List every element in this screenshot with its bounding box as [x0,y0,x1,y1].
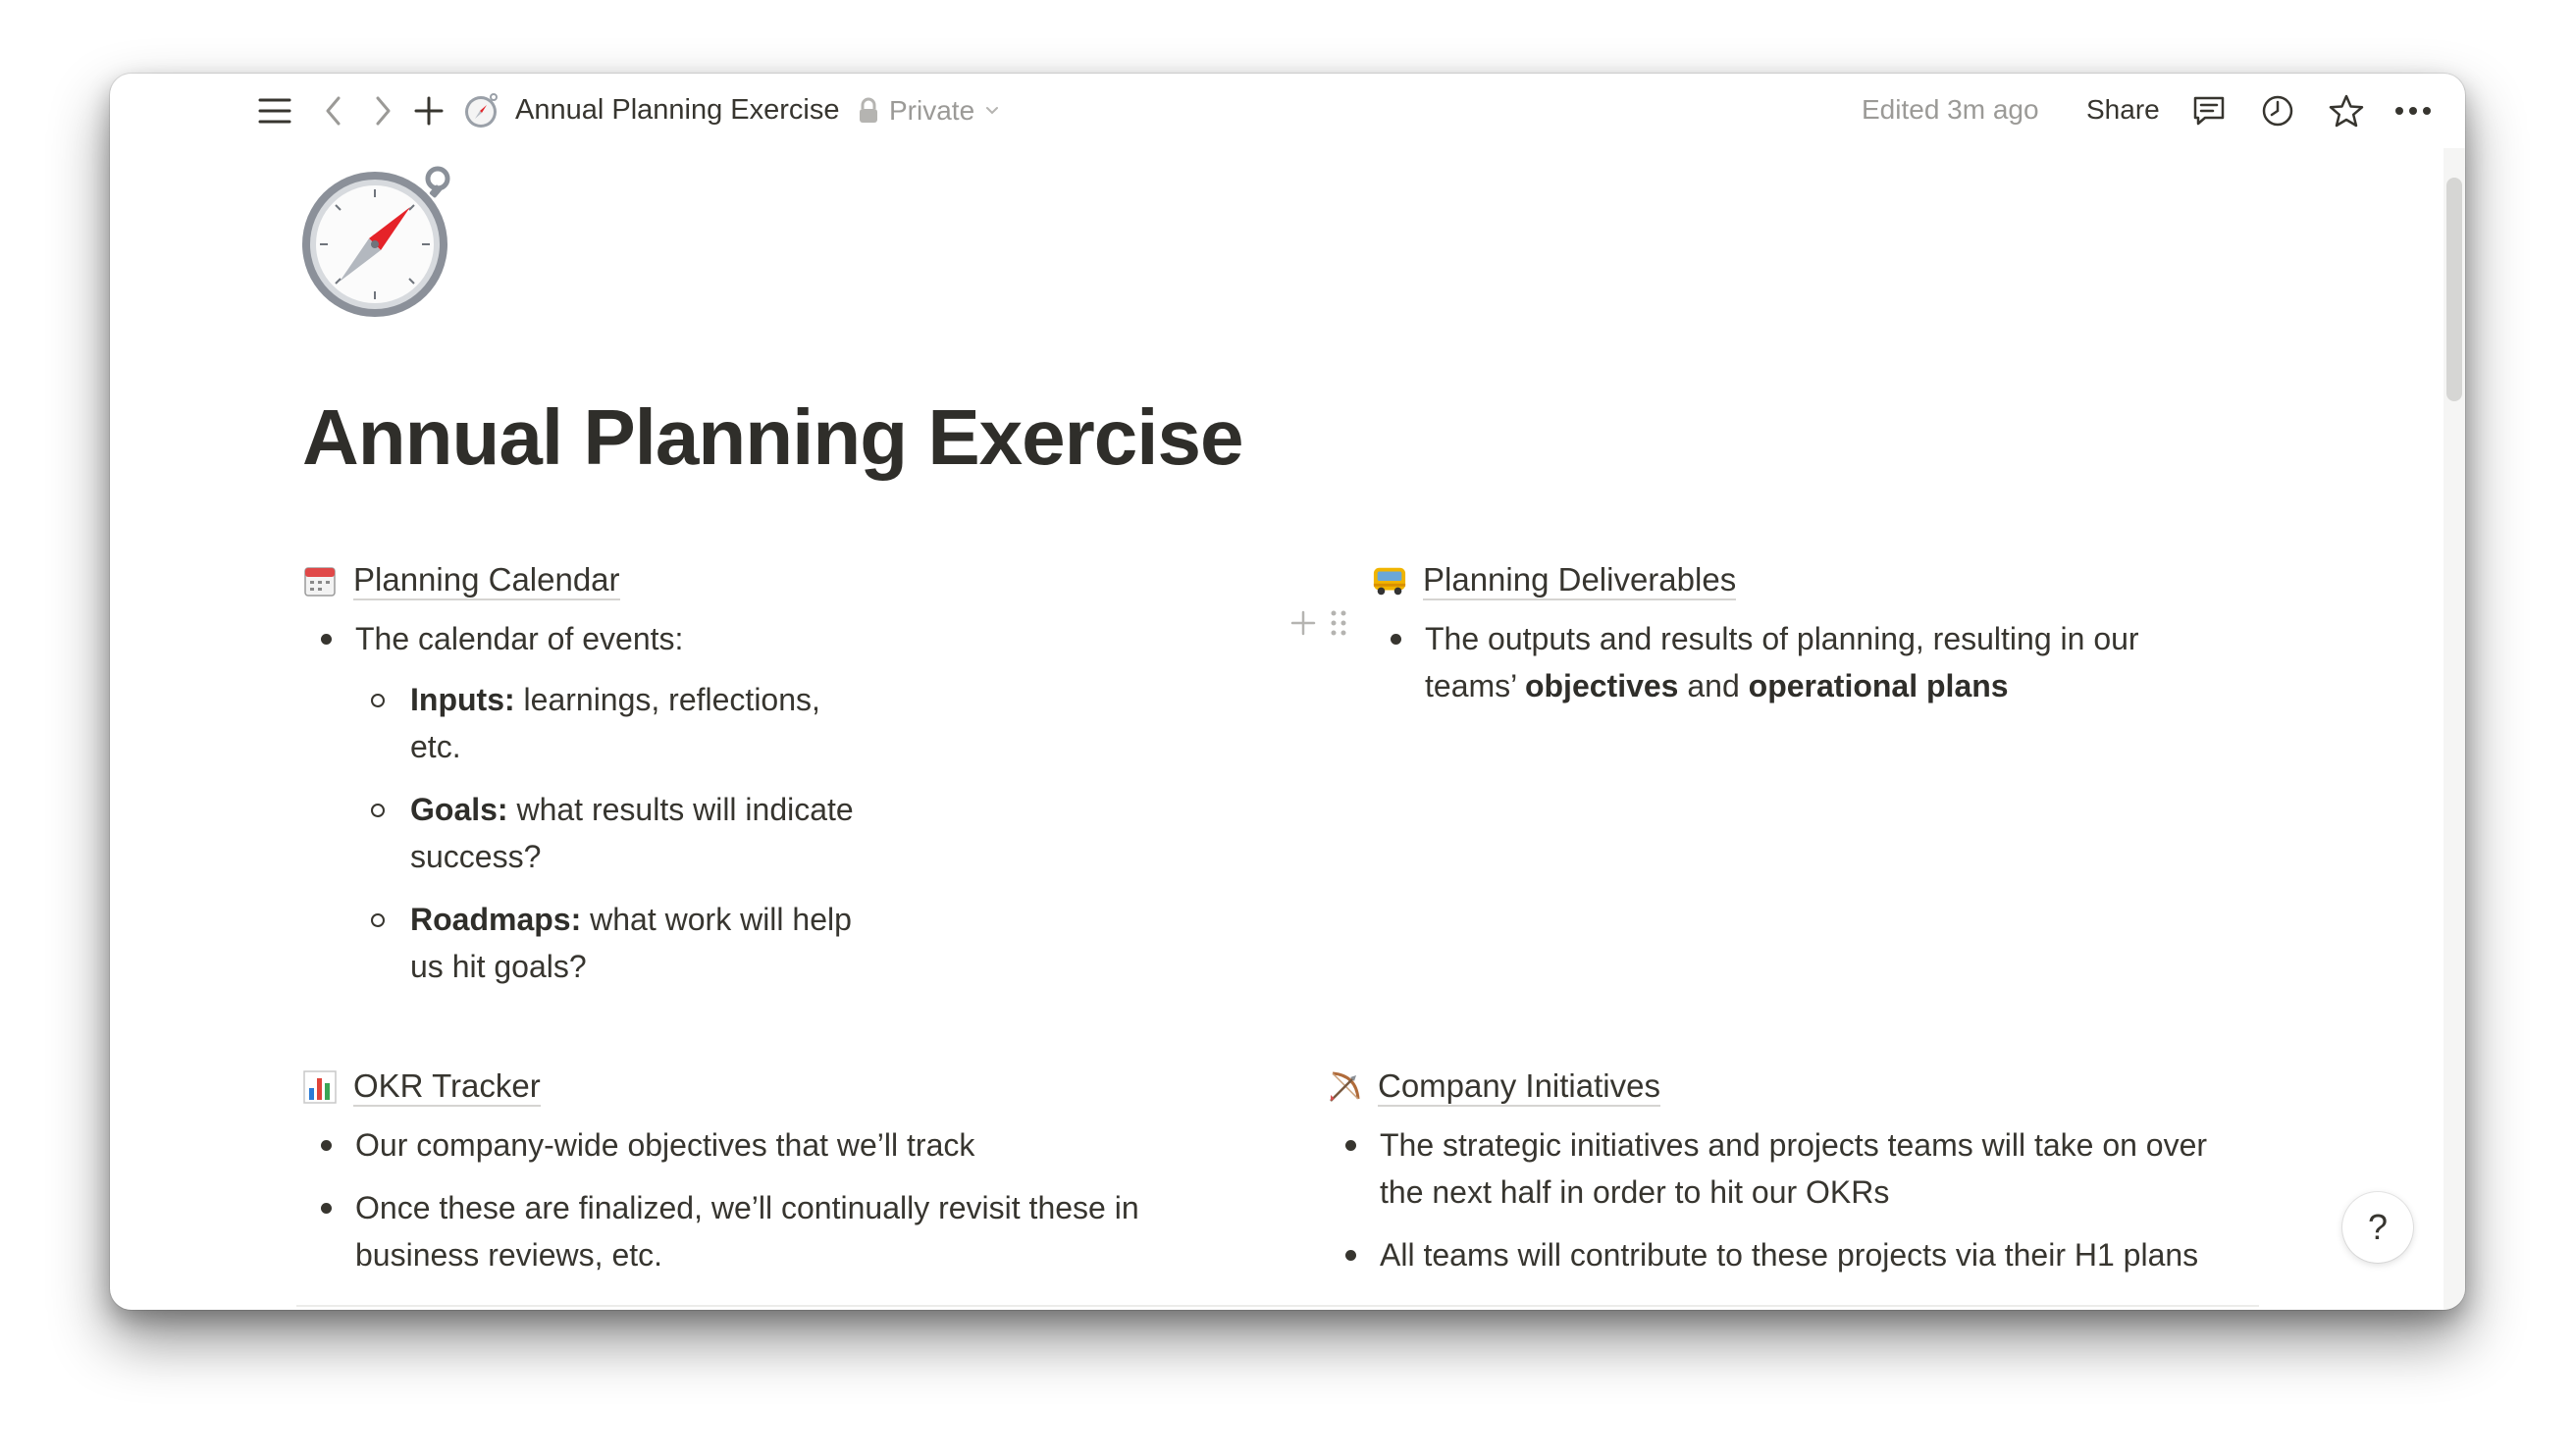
drag-handle-icon[interactable] [1330,609,1347,637]
sub-item-label: Inputs: [410,682,515,717]
bold-objectives: objectives [1524,668,1679,703]
planning-deliverables-block [1372,559,2334,709]
clock-icon[interactable] [2258,91,2297,130]
sub-item-label: Roadmaps: [410,902,582,937]
list-item-text: The outputs and results of planning, resulting in our [1425,621,2139,656]
bus-icon [1372,563,1407,598]
app-window [110,74,2465,1310]
sub-list-item[interactable] [355,896,930,990]
lock-icon [858,97,879,125]
scrollbar[interactable] [2444,148,2465,1310]
list-item[interactable] [1327,1231,2328,1278]
okr-tracker-heading[interactable] [302,1066,1284,1109]
add-block-icon[interactable] [1290,610,1316,636]
list-item-text: The calendar of events: [355,621,684,656]
privacy-dropdown[interactable] [858,91,1000,130]
planning-calendar-list [302,615,930,990]
company-initiatives-heading[interactable] [1327,1066,2328,1109]
planning-calendar-block [302,559,930,990]
okr-tracker-link[interactable]: OKR Tracker [353,1067,541,1107]
list-item-text: Our company-wide objectives that we’ll track [355,1127,975,1163]
page-title[interactable]: Annual Planning Exercise [302,393,1243,481]
sub-list-item[interactable] [355,676,930,770]
divider [296,1305,2259,1307]
list-item-text-cont: business reviews, etc. [355,1237,663,1273]
company-initiatives-link[interactable]: Company Initiatives [1378,1067,1660,1107]
breadcrumb-title[interactable]: Annual Planning Exercise [515,94,840,126]
sub-item-text: what results will indicate [507,792,854,827]
list-item-text-mid: and [1678,668,1749,703]
star-icon[interactable] [2327,91,2366,130]
company-initiatives-list [1327,1121,2328,1278]
sub-item-text-cont: etc. [410,729,461,764]
bow-and-arrow-icon [1327,1069,1362,1105]
plus-icon[interactable] [409,91,448,130]
list-item[interactable] [1327,1121,2328,1216]
back-icon[interactable] [314,91,353,130]
topbar [110,74,2465,148]
list-item[interactable] [302,1121,1284,1169]
planning-deliverables-heading[interactable] [1372,559,2334,602]
help-button[interactable]: ? [2342,1192,2413,1263]
company-initiatives-block [1327,1066,2328,1278]
page-icon-compass[interactable] [300,162,457,319]
bold-operational-plans: operational plans [1748,668,2009,703]
chevron-down-icon [984,105,1000,117]
sub-list [355,676,930,990]
bar-chart-icon [302,1069,338,1105]
menu-icon[interactable] [255,91,294,130]
list-item[interactable] [1372,615,2334,709]
planning-deliverables-link[interactable]: Planning Deliverables [1423,561,1736,600]
forward-icon[interactable] [363,91,402,130]
sub-item-text-cont: us hit goals? [410,949,587,984]
calendar-icon [302,563,338,598]
edited-timestamp: Edited 3m ago [1862,94,2039,125]
planning-calendar-link[interactable]: Planning Calendar [353,561,620,600]
block-handle[interactable] [1290,609,1347,637]
list-item-text: The strategic initiatives and projects teams will take on over [1380,1127,2208,1163]
okr-tracker-block [302,1066,1284,1278]
comment-icon[interactable] [2189,91,2229,130]
privacy-label: Private [889,95,975,126]
list-item-text-cont: teams’ [1425,668,1525,703]
sub-item-text-cont: success? [410,839,542,874]
sub-list-item[interactable] [355,786,930,880]
list-item-text-cont: the next half in order to hit our OKRs [1380,1174,1890,1210]
compass-emoji-icon[interactable] [463,93,499,129]
list-item[interactable] [302,615,930,990]
sub-item-label: Goals: [410,792,508,827]
sub-item-text: what work will help [581,902,852,937]
okr-tracker-list [302,1121,1284,1278]
sub-item-text: learnings, reflections, [514,682,820,717]
list-item-text: All teams will contribute to these projects via their H1 plans [1380,1237,2199,1273]
scrollbar-thumb[interactable] [2446,178,2462,401]
planning-deliverables-list [1372,615,2334,709]
list-item[interactable] [302,1184,1284,1278]
planning-calendar-heading[interactable] [302,559,930,602]
more-icon[interactable] [2393,91,2433,130]
list-item-text: Once these are finalized, we’ll continually revisit these in [355,1190,1139,1225]
share-button[interactable]: Share [2086,94,2160,125]
